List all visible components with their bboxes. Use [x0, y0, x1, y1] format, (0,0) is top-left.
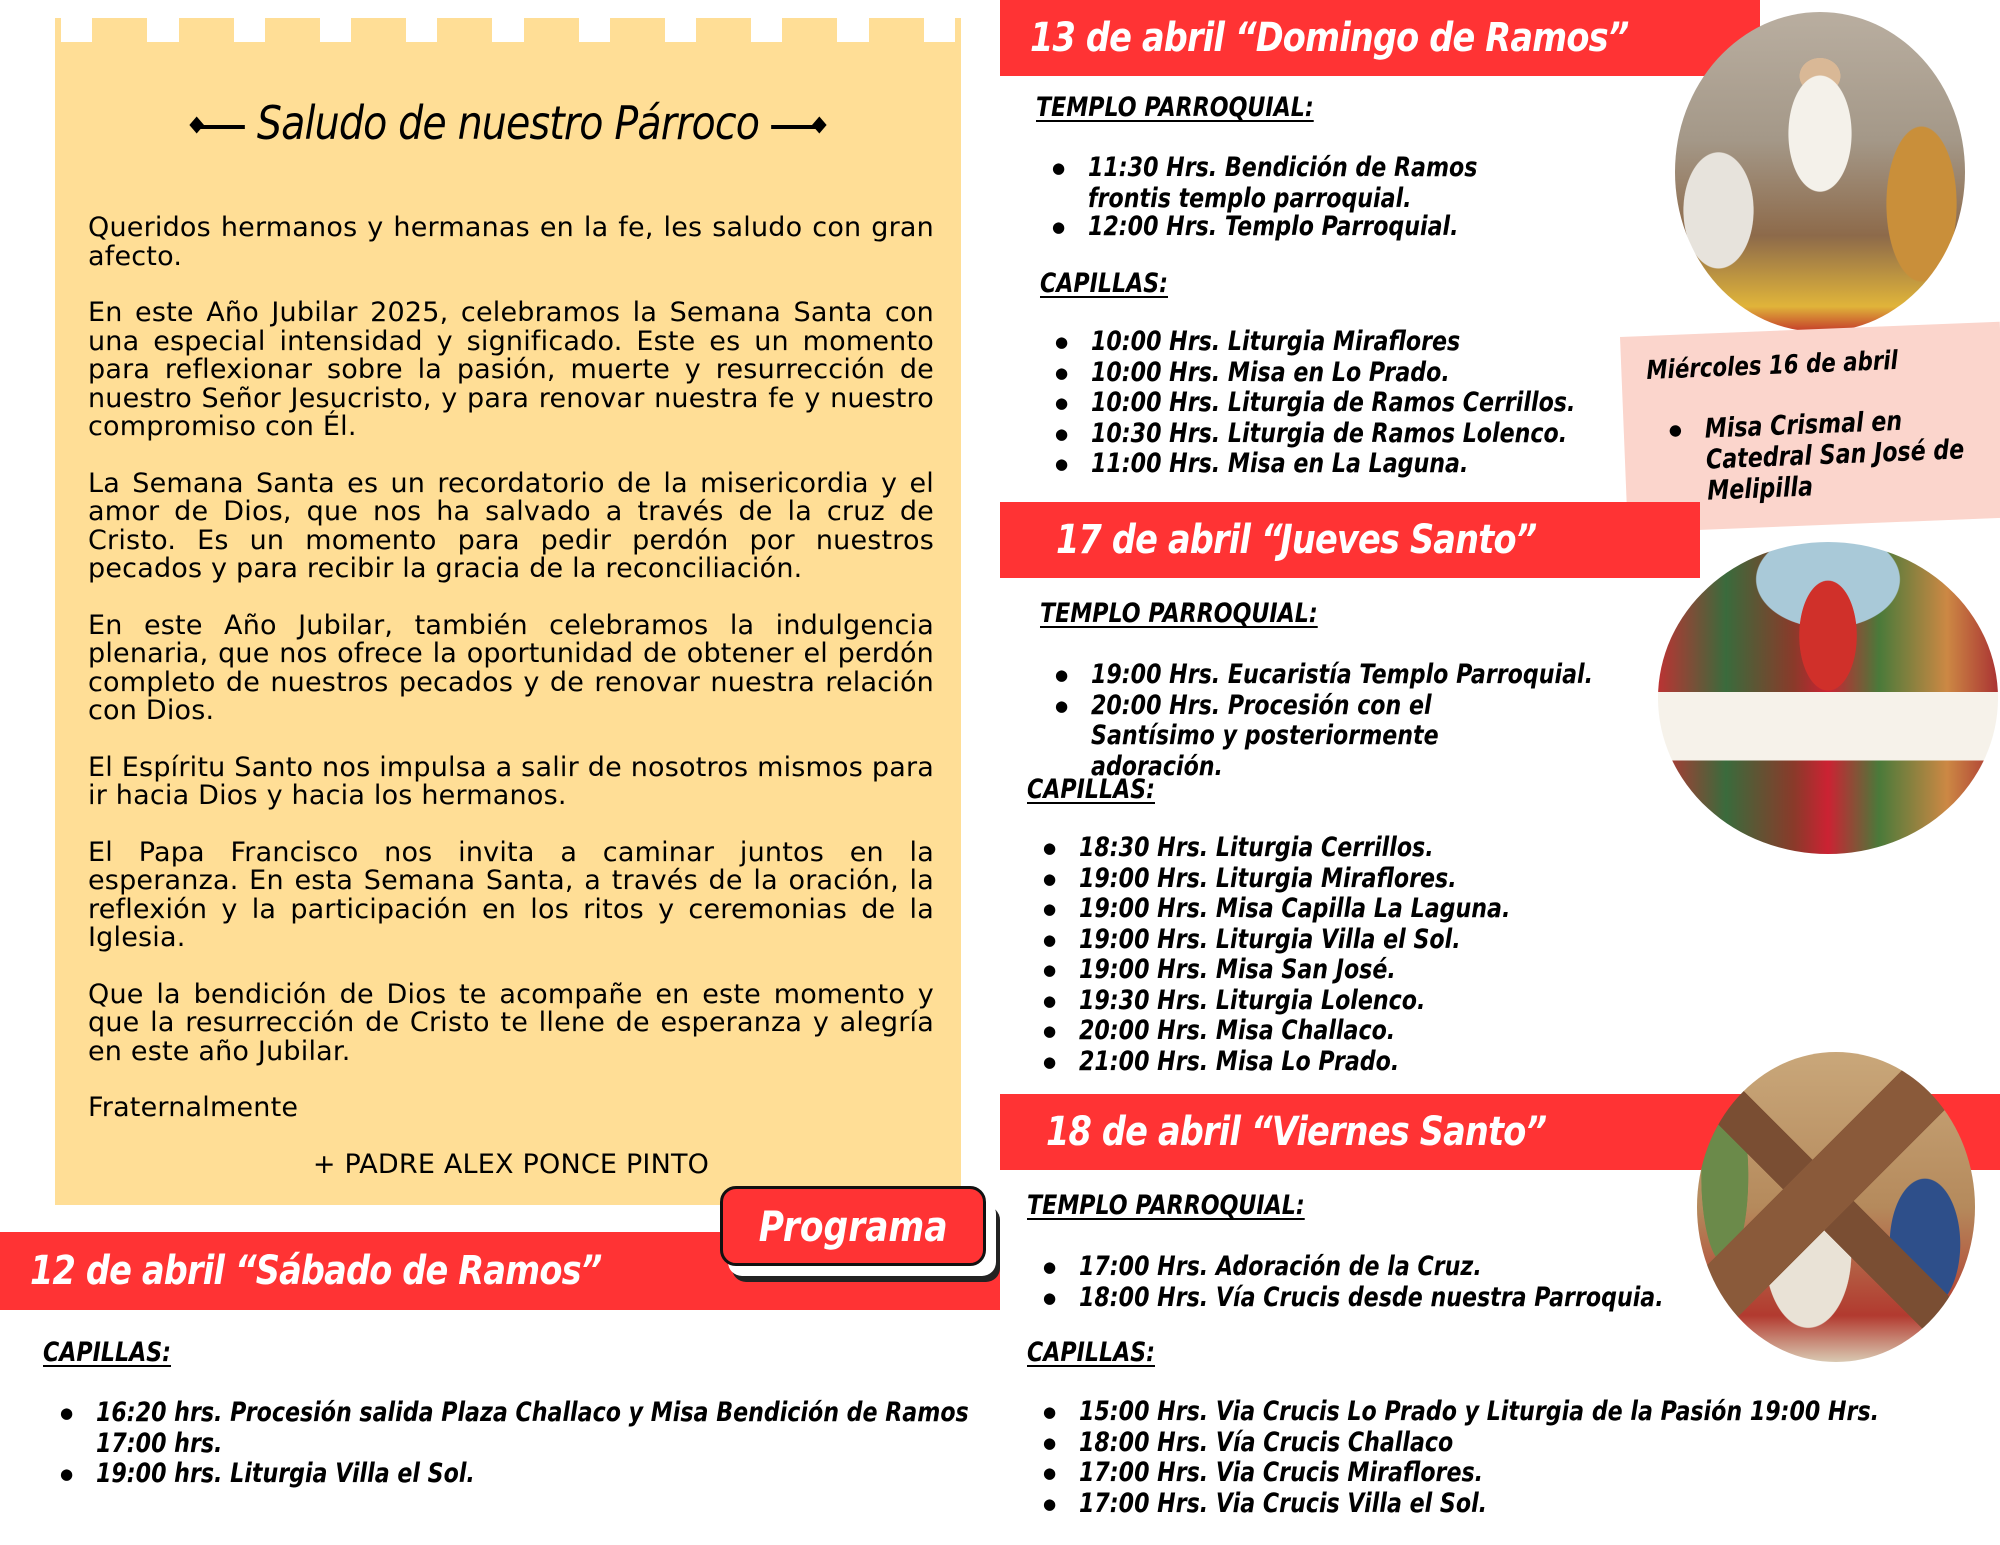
letter-paragraph: El Papa Francisco nos invita a caminar juntos en la esperanza. En esta Semana Santa, a través de la oración, la reflexión y la participación en los ritos y ceremonias de la Iglesia. — [88, 836, 934, 953]
callout-list — [1668, 400, 2000, 508]
letter-notch-border — [55, 18, 961, 48]
letter-title-text: Saludo de nuestro Párroco — [256, 96, 760, 150]
capillas-label: CAPILLAS: — [43, 1337, 171, 1368]
palm-sunday-image — [1675, 12, 1965, 332]
list-item: ● 11:00 Hrs. Misa en La Laguna. — [1055, 449, 1675, 480]
diamond-rule-right-icon — [771, 125, 819, 129]
letter-paragraph: Que la bendición de Dios te acompañe en este momento y que la resurrección de Cristo te llene de esperanza y alegría en este año Jubilar. — [88, 978, 934, 1067]
letter-closing: Fraternalmente — [88, 1092, 299, 1123]
list-item: ● 11:30 Hrs. Bendición de Ramos frontis templo parroquial. — [1052, 153, 1672, 214]
programa-badge — [720, 1186, 986, 1266]
programa-label: Programa — [758, 1201, 948, 1251]
last-supper-image — [1658, 542, 1998, 854]
templo-list-viernes — [1043, 1252, 1723, 1313]
letter-paragraph: La Semana Santa es un recordatorio de la misericordia y el amor de Dios, que nos ha salvado a través de la cruz de Cristo. Es un momento para pedir perdón por nuestros pecados y para recibir la gracia de la reconciliación. — [88, 467, 934, 584]
list-item: ● 18:00 Hrs. Vía Crucis desde nuestra Parroquia. — [1043, 1283, 1723, 1314]
list-item: ● 20:00 Hrs. Misa Challaco. — [1043, 1016, 1663, 1047]
via-crucis-image — [1697, 1052, 1975, 1362]
list-item: ● 19:00 Hrs. Misa San José. — [1043, 955, 1663, 986]
letter-paragraph: En este Año Jubilar 2025, celebramos la Semana Santa con una especial intensidad y significado. Este es un momento para reflexionar sobre la pasión, muerte y resurrección de nuestro Señor Jesucristo, y para renovar nuestra fe y nuestro compromiso con Él. — [88, 297, 934, 442]
list-item: ● 20:00 Hrs. Procesión con el Santísimo y posteriormente adoración. — [1055, 691, 1675, 783]
list-item: ● Misa Crismal en Catedral San José de Melipilla — [1668, 400, 2000, 508]
capillas-list-viernes — [1043, 1397, 1993, 1519]
list-item: ● 18:00 Hrs. Vía Crucis Challaco — [1043, 1428, 1993, 1459]
templo-list-jueves — [1055, 660, 1675, 782]
day-header-domingo — [1000, 0, 1760, 76]
list-item: ● 19:30 Hrs. Liturgia Lolenco. — [1043, 986, 1663, 1017]
templo-label: TEMPLO PARROQUIAL: — [1036, 92, 1314, 123]
list-item: ● 17:00 Hrs. Via Crucis Miraflores. — [1043, 1458, 1993, 1489]
day-title: 17 de abril “Jueves Santo” — [1056, 517, 1537, 563]
letter-title — [118, 96, 897, 150]
templo-label: TEMPLO PARROQUIAL: — [1027, 1190, 1305, 1221]
list-item: ● 17:00 Hrs. Adoración de la Cruz. — [1043, 1252, 1723, 1283]
callout-title: Miércoles 16 de abril — [1645, 345, 1899, 386]
capillas-list-sabado — [60, 1397, 969, 1490]
letter-signature: + PADRE ALEX PONCE PINTO — [312, 1148, 710, 1180]
templo-list-domingo — [1052, 153, 1672, 243]
list-item: ● 21:00 Hrs. Misa Lo Prado. — [1043, 1047, 1663, 1078]
capillas-label: CAPILLAS: — [1027, 1337, 1155, 1368]
letter-paragraph: En este Año Jubilar, también celebramos la indulgencia plenaria, que nos ofrece la oportunidad de obtener el perdón completo de nuestros pecados y de renovar nuestra relación con Dios. — [88, 609, 934, 726]
list-item: ● 10:00 Hrs. Liturgia Miraflores — [1055, 327, 1675, 358]
diamond-rule-left-icon — [197, 125, 245, 129]
list-item: ● 19:00 Hrs. Eucaristía Templo Parroquial. — [1055, 660, 1675, 691]
list-item: ● 15:00 Hrs. Via Crucis Lo Prado y Liturgia de la Pasión 19:00 Hrs. — [1043, 1397, 1993, 1428]
letter-paragraph: El Espíritu Santo nos impulsa a salir de nosotros mismos para ir hacia Dios y hacia los hermanos. — [88, 751, 934, 811]
list-item: ● 10:30 Hrs. Liturgia de Ramos Lolenco. — [1055, 419, 1675, 450]
letter-paragraph: Queridos hermanos y hermanas en la fe, les saludo con gran afecto. — [88, 212, 934, 272]
list-item: ● 19:00 Hrs. Misa Capilla La Laguna. — [1043, 894, 1663, 925]
day-title: 18 de abril “Viernes Santo” — [1046, 1109, 1547, 1155]
list-item: ● 19:00 Hrs. Liturgia Miraflores. — [1043, 864, 1663, 895]
list-item: ● 18:30 Hrs. Liturgia Cerrillos. — [1043, 833, 1663, 864]
letter-panel — [55, 18, 961, 1205]
day-title: 13 de abril “Domingo de Ramos” — [1030, 15, 1629, 61]
capillas-list-jueves — [1043, 833, 1663, 1077]
capillas-label: CAPILLAS: — [1027, 774, 1155, 805]
day-title: 12 de abril “Sábado de Ramos” — [30, 1248, 602, 1294]
capillas-list-domingo — [1055, 327, 1675, 480]
capillas-label: CAPILLAS: — [1040, 268, 1168, 299]
list-item: ● 10:00 Hrs. Liturgia de Ramos Cerrillos. — [1055, 388, 1675, 419]
templo-label: TEMPLO PARROQUIAL: — [1040, 598, 1318, 629]
day-header-jueves — [1000, 502, 1700, 578]
list-item: ● 19:00 hrs. Liturgia Villa el Sol. — [60, 1459, 960, 1490]
list-item: ● 19:00 Hrs. Liturgia Villa el Sol. — [1043, 925, 1663, 956]
list-item: ● 10:00 Hrs. Misa en Lo Prado. — [1055, 358, 1675, 389]
letter-body — [88, 214, 934, 1207]
list-item: ● 17:00 Hrs. Via Crucis Villa el Sol. — [1043, 1489, 1993, 1520]
list-item: ● 16:20 hrs. Procesión salida Plaza Challaco y Misa Bendición de Ramos 17:00 hrs. — [60, 1398, 960, 1459]
list-item: ● 12:00 Hrs. Templo Parroquial. — [1052, 212, 1672, 243]
